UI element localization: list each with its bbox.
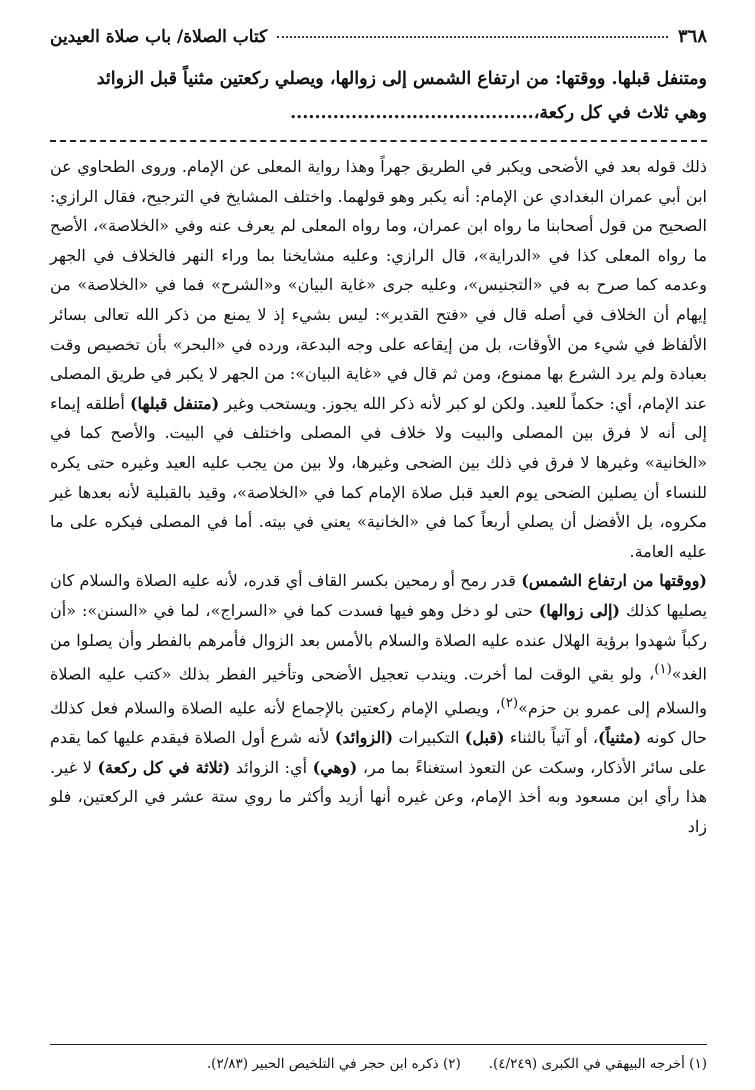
quoted-matn: (مثنياً)	[597, 727, 642, 747]
footnote-divider	[50, 1044, 707, 1045]
commentary-paragraph-2: (ووقتها من ارتفاع الشمس) قدر رمح أو رمحين بكسر القاف أي قدره، لأنه عليه الصلاة والسلام كان يصليها كذلك (إلى زوالها) حتى لو دخل وهو فيها فسدت كما في «السراج»، لما في «السنن»: «أن ركباً شهدوا برؤية الهلال عنده عليه الصلاة والسلام بالأمس بعد الزوال فأمرهم بالفطر وأن يصلوا من الغد»$^{(١)}$، ولو بقي الوقت لما أخرت. ويندب تعجيل الأضحى وتأخير الفطر بذلك «كتب عليه الصلاة والسلام إلى عمرو بن حزم»$^{(٢)}$، ويصلي الإمام ركعتين بالإجماع لأنه عليه الصلاة والسلام فعل كذلك حال كونه (مثنياً)، أو آتياً بالثناء (قبل) التكبيرات (الزوائد) لأنه شرع أول الصلاة فيقدم عليها كما يقدم على سائر الأذكار، وسكت عن التعوذ استغناءً بما مر، (وهي) أي: الزوائد (ثلاثة في كل ركعة) لا غير. هذا رأي ابن مسعود وبه أخذ الإمام، وعن غيره أنها أزيد وأكثر ما روي ستة عشر في الركعتين، فلو زاد	[50, 571, 708, 836]
quoted-matn: (ثلاثة في كل ركعة)	[97, 757, 231, 777]
matn-line-2: وهي ثلاث في كل ركعة،........................................	[290, 103, 707, 123]
page-number: ٣٦٨	[677, 26, 707, 47]
commentary-text	[50, 152, 707, 841]
footnote-2: (٢) ذكره ابن حجر في التلخيص الحبير (٢/٨٣).	[206, 1056, 461, 1072]
matn-line-1: ومتنفل قبلها. ووقتها: من ارتفاع الشمس إلى زوالها، ويصلي ركعتين مثنياً قبل الزوائد	[96, 69, 707, 89]
quoted-matn: (وهي)	[312, 757, 358, 777]
quoted-matn: (إلى زوالها)	[538, 600, 620, 620]
commentary-paragraph-1: ذلك قوله بعد في الأضحى ويكبر في الطريق جهراً وهذا رواية المعلى عن الإمام. وروى الطحاوي عن ابن أبي عمران البغدادي عن الإمام: أنه يكبر وهو قولهما. واختلف المشايخ في الترجيح، فقال الرازي: الصحيح من قول أصحابنا ما رواه ابن عمران، وما رواه المعلى لم يعرف عنه وفي «الخلاصة»، الأصح ما رواه المعلى كذا في «الدراية»، قال الرازي: وعليه مشايخنا بما وراء النهر فالخلاف في الجهر وعدمه كما صرح به في «التجنيس»، وعليه جرى «غاية البيان» و«الشرح» فما في «الخلاصة» من إيهام أن الخلاف في أصله قال في «فتح القدير»: ليس بشيء إذ لا يمنع من ذكر الله تعالى بسائر الألفاظ في شيء من الأوقات، بل من إيقاعه على وجه البدعة، ورده في «البحر» بأن تخصيص وقت بعبادة ولم يرد الشرع بها ممنوع، ومن ثم قال في «غاية البيان»: من الجهر لا يكبر في طريق المصلى عند الإمام، أي: حكماً للعيد. ولكن لو كبر لأنه ذكر الله يجوز. ويستحب وغير (متنفل قبلها) أطلقه إيماء إلى أنه لا فرق بين المصلى والبيت ولا خلاف في المصلى واختلف في البيت. والأصح كما في «الخانية» وغيرها لا فرق في ذلك بين الضحى وغيرها، ولا بين من يجب عليه العيد وغيره حتى يكره للنساء أن يصلين الضحى يوم العيد قبل صلاة الإمام كما في «الخلاصة»، وقيد بالقبلية لأنه بعدها غير مكروه، بل الأفضل أن يصلي أربعاً كما في «الخانية» يعني في بيته. أما في المصلى فيكره على ما عليه العامة.	[50, 157, 708, 561]
footnote-ref-2[interactable]: (٢)	[500, 696, 519, 712]
running-title: كتاب الصلاة/ باب صلاة العيدين	[50, 27, 268, 47]
quoted-matn: (متنفل قبلها)	[129, 393, 220, 413]
footnote-1: (١) أخرجه البيهقي في الكبرى (٤/٢٤٩).	[488, 1056, 707, 1072]
matn-dot-fill: ........................................	[290, 103, 534, 123]
quoted-matn: (الزوائد)	[334, 727, 394, 747]
matn-text	[50, 62, 707, 130]
footnotes	[50, 1056, 707, 1072]
page-header	[50, 26, 707, 56]
quoted-matn: (قبل)	[464, 727, 505, 747]
matn-sharh-separator	[50, 140, 707, 142]
header-dotted-leader	[277, 36, 668, 38]
quoted-matn: (ووقتها من ارتفاع الشمس)	[521, 571, 708, 591]
footnote-ref-1[interactable]: (١)	[654, 662, 672, 678]
